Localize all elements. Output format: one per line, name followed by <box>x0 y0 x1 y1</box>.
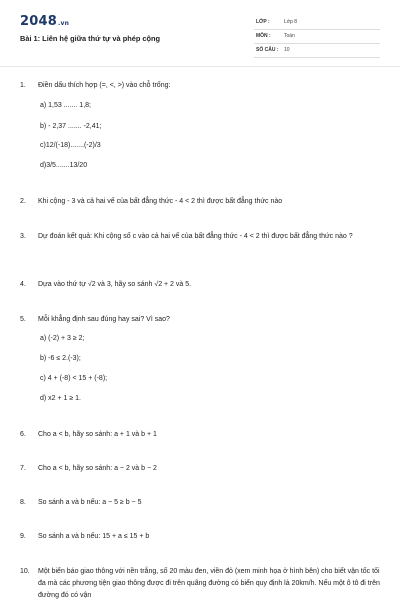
header-divider <box>0 66 400 67</box>
question-number: 8. <box>20 499 26 506</box>
question-text: Mỗi khẳng định sau đúng hay sai? Vì sao? <box>38 316 170 323</box>
question-text: Điền dấu thích hợp (=, <, >) vào chỗ trống: <box>38 82 171 89</box>
question-option: d)3/5.......13/20 <box>40 162 88 169</box>
worksheet-header <box>0 0 400 66</box>
question-option: b) -6 ≤ 2.(-3); <box>40 355 81 362</box>
meta-label: LỚP : <box>256 19 270 25</box>
question-option: a) 1,53 ....... 1,8; <box>40 102 91 109</box>
question-text: Dựa vào thứ tự √2 và 3, hãy so sánh √2 + 2 và 5. <box>38 281 192 288</box>
logo-text: 2048 <box>20 14 57 29</box>
meta-value: Toán <box>284 33 295 39</box>
question-number: 2. <box>20 198 26 205</box>
question-text: So sánh a và b nếu: a − 5 ≥ b − 5 <box>38 499 142 506</box>
meta-row-class <box>254 16 380 30</box>
site-logo[interactable] <box>20 14 69 29</box>
question-number: 10. <box>20 568 30 575</box>
logo-tld: .vn <box>57 20 70 27</box>
question-text: Một biển báo giao thông với nền trắng, số 20 màu đen, viền đỏ (xem minh họa ở hình bên) cho biết vận tốc tối đa mà các phương tiện giao thông được đi trên quãng đường có biển quy định là 20km/h. Nếu một ô tô đi trên đường đó có vận <box>38 568 380 599</box>
question-number: 4. <box>20 281 26 288</box>
question-number: 3. <box>20 233 26 240</box>
question-option: a) (-2) + 3 ≥ 2; <box>40 335 85 342</box>
meta-label: MÔN : <box>256 33 271 39</box>
meta-row-subject <box>254 30 380 44</box>
question-number: 6. <box>20 431 26 438</box>
meta-label: SỐ CÂU : <box>256 47 279 53</box>
page-title: Bài 1: Liên hệ giữa thứ tự và phép cộng <box>20 34 161 43</box>
question-number: 7. <box>20 465 26 472</box>
question-number: 9. <box>20 533 26 540</box>
question-text: Khi cộng - 3 và cả hai vế của bất đẳng thức - 4 < 2 thì được bất đẳng thức nào <box>38 198 283 205</box>
meta-row-count <box>254 44 380 58</box>
question-number: 5. <box>20 316 26 323</box>
question-option: c)12/(-18).......(-2)/3 <box>40 142 101 149</box>
question-number: 1. <box>20 82 26 89</box>
meta-value: Lớp 8 <box>284 19 298 25</box>
question-text: Cho a < b, hãy so sánh: a + 1 và b + 1 <box>38 431 157 438</box>
question-text: Dự đoán kết quả: Khi cộng số c vào cả hai vế của bất đẳng thức - 4 < 2 thì được bất đẳng thức nào ? <box>38 233 353 240</box>
question-text: Cho a < b, hãy so sánh: a − 2 và b − 2 <box>38 465 157 472</box>
meta-value: 10 <box>284 47 290 53</box>
question-text: So sánh a và b nếu: 15 + a ≤ 15 + b <box>38 533 150 540</box>
question-option: c) 4 + (-8) < 15 + (-8); <box>40 375 108 382</box>
meta-info <box>254 16 380 58</box>
question-option: b) - 2,37 ....... -2,41; <box>40 123 102 130</box>
question-option: d) x2 + 1 ≥ 1. <box>40 395 82 402</box>
